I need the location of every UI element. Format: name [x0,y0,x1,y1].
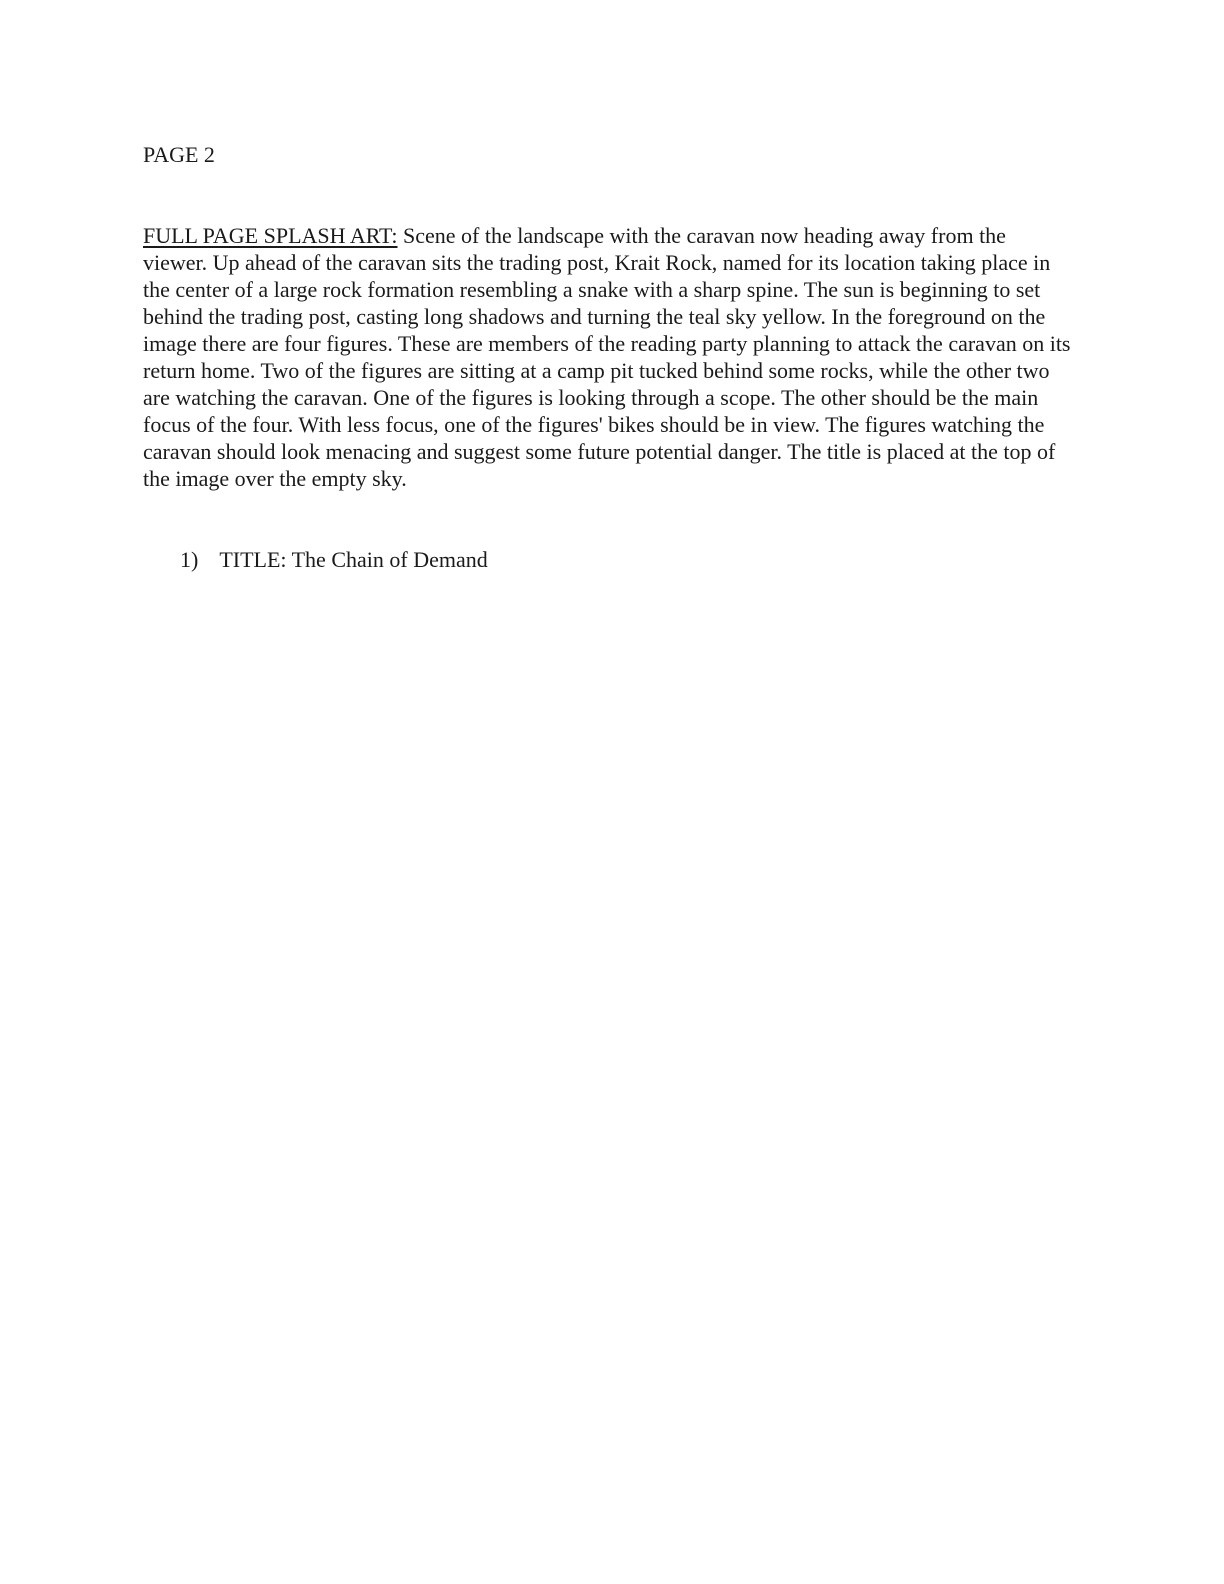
list-item-number: 1) [180,547,199,572]
title-list-item [143,546,1074,573]
splash-art-description: Scene of the landscape with the caravan now heading away from the viewer. Up ahead of the caravan sits the trading post, Krait Rock, named for its location taking place in the center of a large rock formation resembling a snake with a sharp spine. The sun is beginning to set behind the trading post, casting long shadows and turning the teal sky yellow. In the foreground on the image there are four figures. These are members of the reading party planning to attack the caravan on its return home. Two of the figures are sitting at a camp pit tucked behind some rocks, while the other two are watching the caravan. One of the figures is looking through a scope. The other should be the main focus of the four. With less focus, one of the figures' bikes should be in view. The figures watching the caravan should look menacing and suggest some future potential danger. The title is placed at the top of the image over the empty sky. [143,223,1071,491]
splash-art-paragraph [143,222,1071,492]
page-header: PAGE 2 [143,142,215,167]
splash-art-label: FULL PAGE SPLASH ART: [143,223,398,248]
list-item-text: TITLE: The Chain of Demand [219,547,488,572]
